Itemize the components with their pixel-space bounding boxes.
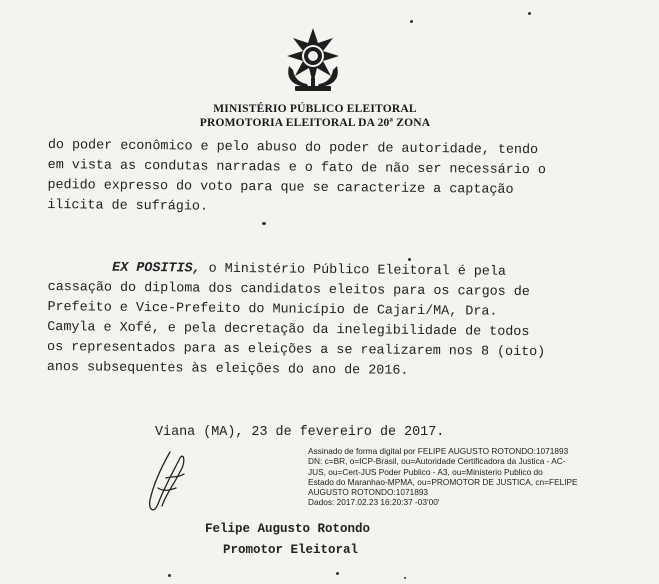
digital-signature-block	[308, 446, 588, 508]
signer-name: Felipe Augusto Rotondo	[205, 522, 371, 536]
scan-speck	[262, 222, 266, 225]
header-ministry: MINISTÉRIO PÚBLICO ELEITORAL	[213, 103, 417, 115]
text-line: cassação do diploma dos candidatos eleitos para os cargos de	[47, 279, 530, 301]
text-line: do poder econômico e pelo abuso do poder de autoridade, tendo	[47, 137, 539, 159]
text-line-rest: o Ministério Público Eleitoral é pela	[200, 261, 507, 280]
header-zone: PROMOTORIA ELEITORAL DA 20ª ZONA	[199, 117, 431, 129]
text-line: Camyla e Xofé, e pela decretação da inelegibilidade de todos	[47, 319, 530, 341]
signature-line: Assinado de forma digital por FELIPE AUGUSTO ROTONDO:1071893	[308, 446, 569, 456]
scan-speck	[168, 574, 171, 577]
scan-speck	[404, 577, 406, 579]
brazil-coat-of-arms-icon	[281, 26, 345, 94]
ex-positis-lead: EX POSITIS,	[112, 260, 201, 277]
text-line: Prefeito e Vice-Prefeito do Município de Cajari/MA, Dra.	[47, 299, 498, 320]
date-line: Viana (MA), 23 de fevereiro de 2017.	[155, 425, 445, 440]
scan-speck	[408, 258, 411, 261]
scan-speck	[410, 20, 413, 23]
paragraph-ex-positis	[47, 258, 628, 384]
scan-speck	[528, 12, 531, 15]
text-line: anos subsequentes às eleições do ano de 2016.	[46, 359, 409, 379]
scan-speck	[336, 572, 339, 575]
signature-line: DN: c=BR, o=ICP-Brasil, ou=Autoridade Certificadora da Justica - AC-	[308, 456, 566, 467]
signature-line: Estado do Maranhao-MPMA, ou=PROMOTOR DE JUSTICA, cn=FELIPE	[308, 476, 578, 487]
handwritten-signature-icon	[140, 448, 200, 518]
signature-line: AUGUSTO ROTONDO:1071893	[308, 487, 429, 498]
text-line: os representados para as eleições a se realizarem nos 8 (oito)	[46, 339, 546, 361]
signature-line: JUS, ou=Cert-JUS Poder Publico - A3, ou=Ministerio Publico do	[308, 466, 543, 477]
text-line: pedido expresso do voto para que se caracterize a captação	[47, 177, 514, 198]
signer-role: Promotor Eleitoral	[223, 543, 359, 557]
signature-line: Dados: 2017.02.23 16:20:37 -03'00'	[308, 497, 440, 508]
text-line: em vista as condutas narradas e o fato de não ser necessário o	[47, 157, 546, 179]
text-line: ilícita de sufrágio.	[47, 197, 209, 215]
paragraph-conclusion	[47, 136, 628, 222]
